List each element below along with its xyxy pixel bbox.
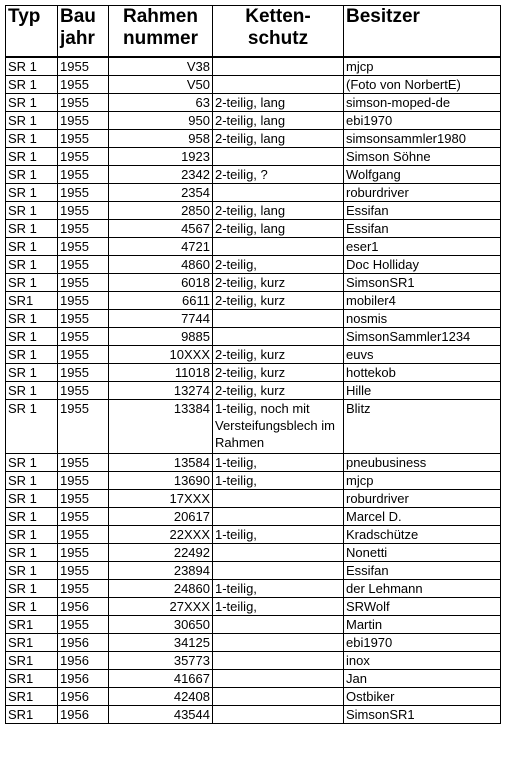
- cell-kettenschutz: [213, 544, 344, 562]
- cell-kettenschutz: 1-teilig,: [213, 526, 344, 544]
- cell-rahmennummer: 958: [109, 130, 213, 148]
- cell-rahmennummer: 23894: [109, 562, 213, 580]
- cell-rahmennummer: 7744: [109, 310, 213, 328]
- cell-baujahr: 1956: [58, 634, 109, 652]
- cell-kettenschutz: 1-teilig,: [213, 598, 344, 616]
- cell-typ: SR 1: [6, 130, 58, 148]
- cell-typ: SR 1: [6, 274, 58, 292]
- cell-rahmennummer: 22492: [109, 544, 213, 562]
- table-row: [6, 382, 501, 400]
- cell-besitzer: nosmis: [344, 310, 501, 328]
- cell-rahmennummer: 1923: [109, 148, 213, 166]
- cell-typ: SR 1: [6, 382, 58, 400]
- cell-typ: SR 1: [6, 76, 58, 94]
- cell-baujahr: 1955: [58, 256, 109, 274]
- cell-baujahr: 1955: [58, 508, 109, 526]
- table-row: [6, 94, 501, 112]
- cell-rahmennummer: 13384: [109, 400, 213, 454]
- cell-rahmennummer: 2850: [109, 202, 213, 220]
- table-header: [6, 6, 501, 58]
- header-typ: [6, 6, 58, 58]
- header-kettenschutz: [213, 6, 344, 58]
- table-row: [6, 346, 501, 364]
- table-row: [6, 76, 501, 94]
- header-rahmennummer: [109, 6, 213, 58]
- cell-rahmennummer: 42408: [109, 688, 213, 706]
- cell-rahmennummer: 24860: [109, 580, 213, 598]
- cell-kettenschutz: 2-teilig, kurz: [213, 292, 344, 310]
- cell-kettenschutz: [213, 238, 344, 256]
- cell-kettenschutz: [213, 670, 344, 688]
- cell-besitzer: SimsonSR1: [344, 274, 501, 292]
- cell-besitzer: Jan: [344, 670, 501, 688]
- cell-kettenschutz: [213, 706, 344, 724]
- cell-baujahr: 1955: [58, 94, 109, 112]
- cell-besitzer: simsonsammler1980: [344, 130, 501, 148]
- cell-besitzer: ebi1970: [344, 634, 501, 652]
- cell-typ: SR1: [6, 706, 58, 724]
- cell-typ: SR 1: [6, 472, 58, 490]
- table-row: [6, 562, 501, 580]
- header-row: [6, 6, 501, 58]
- header-kettenschutz-line1: Ketten-: [245, 6, 311, 27]
- cell-besitzer: Essifan: [344, 562, 501, 580]
- cell-rahmennummer: 63: [109, 94, 213, 112]
- cell-typ: SR 1: [6, 238, 58, 256]
- cell-kettenschutz: [213, 616, 344, 634]
- cell-typ: SR 1: [6, 346, 58, 364]
- cell-kettenschutz: [213, 652, 344, 670]
- cell-kettenschutz: 1-teilig,: [213, 472, 344, 490]
- register-table: [5, 5, 501, 724]
- cell-besitzer: Ostbiker: [344, 688, 501, 706]
- cell-kettenschutz: 1-teilig,: [213, 454, 344, 472]
- cell-besitzer: (Foto von NorbertE): [344, 76, 501, 94]
- cell-besitzer: Essifan: [344, 220, 501, 238]
- cell-typ: SR1: [6, 652, 58, 670]
- cell-besitzer: mobiler4: [344, 292, 501, 310]
- cell-baujahr: 1955: [58, 328, 109, 346]
- table-row: [6, 454, 501, 472]
- cell-baujahr: 1955: [58, 130, 109, 148]
- cell-typ: SR 1: [6, 454, 58, 472]
- cell-rahmennummer: 30650: [109, 616, 213, 634]
- cell-baujahr: 1955: [58, 472, 109, 490]
- cell-besitzer: mjcp: [344, 57, 501, 76]
- cell-typ: SR1: [6, 616, 58, 634]
- cell-rahmennummer: V50: [109, 76, 213, 94]
- cell-baujahr: 1955: [58, 364, 109, 382]
- table-row: [6, 148, 501, 166]
- cell-besitzer: Essifan: [344, 202, 501, 220]
- cell-typ: SR1: [6, 688, 58, 706]
- table-row: [6, 328, 501, 346]
- cell-baujahr: 1955: [58, 274, 109, 292]
- cell-typ: SR 1: [6, 57, 58, 76]
- cell-rahmennummer: 34125: [109, 634, 213, 652]
- table-row: [6, 184, 501, 202]
- header-rahmennummer-line2: nummer: [123, 28, 198, 49]
- cell-typ: SR 1: [6, 184, 58, 202]
- cell-rahmennummer: 2342: [109, 166, 213, 184]
- table-row: [6, 310, 501, 328]
- cell-typ: SR 1: [6, 94, 58, 112]
- table-row: [6, 616, 501, 634]
- cell-kettenschutz: [213, 148, 344, 166]
- cell-rahmennummer: 4721: [109, 238, 213, 256]
- cell-baujahr: 1956: [58, 670, 109, 688]
- cell-kettenschutz: 2-teilig, kurz: [213, 274, 344, 292]
- cell-rahmennummer: 950: [109, 112, 213, 130]
- cell-baujahr: 1956: [58, 598, 109, 616]
- cell-kettenschutz: [213, 76, 344, 94]
- cell-rahmennummer: 20617: [109, 508, 213, 526]
- cell-baujahr: 1955: [58, 76, 109, 94]
- cell-besitzer: inox: [344, 652, 501, 670]
- table-row: [6, 202, 501, 220]
- cell-kettenschutz: [213, 562, 344, 580]
- cell-besitzer: Marcel D.: [344, 508, 501, 526]
- cell-kettenschutz: 2-teilig, lang: [213, 112, 344, 130]
- cell-kettenschutz: 2-teilig, kurz: [213, 364, 344, 382]
- cell-typ: SR 1: [6, 526, 58, 544]
- table-row: [6, 256, 501, 274]
- cell-baujahr: 1955: [58, 148, 109, 166]
- cell-besitzer: der Lehmann: [344, 580, 501, 598]
- cell-typ: SR 1: [6, 580, 58, 598]
- table-row: [6, 652, 501, 670]
- cell-rahmennummer: 4567: [109, 220, 213, 238]
- table-row: [6, 274, 501, 292]
- header-baujahr: [58, 6, 109, 58]
- header-kettenschutz-line2: schutz: [247, 28, 309, 49]
- table-row: [6, 598, 501, 616]
- cell-baujahr: 1955: [58, 57, 109, 76]
- cell-rahmennummer: 22XXX: [109, 526, 213, 544]
- cell-besitzer: Blitz: [344, 400, 501, 454]
- table-row: [6, 706, 501, 724]
- cell-baujahr: 1955: [58, 400, 109, 454]
- table-row: [6, 130, 501, 148]
- cell-typ: SR 1: [6, 508, 58, 526]
- cell-baujahr: 1955: [58, 544, 109, 562]
- cell-besitzer: roburdriver: [344, 184, 501, 202]
- cell-baujahr: 1955: [58, 238, 109, 256]
- cell-typ: SR1: [6, 670, 58, 688]
- table-row: [6, 364, 501, 382]
- cell-typ: SR 1: [6, 364, 58, 382]
- cell-besitzer: Doc Holliday: [344, 256, 501, 274]
- cell-baujahr: 1955: [58, 382, 109, 400]
- cell-kettenschutz: [213, 310, 344, 328]
- table-row: [6, 112, 501, 130]
- table-row: [6, 400, 501, 454]
- cell-baujahr: 1955: [58, 346, 109, 364]
- cell-baujahr: 1956: [58, 688, 109, 706]
- cell-typ: SR 1: [6, 544, 58, 562]
- cell-rahmennummer: 27XXX: [109, 598, 213, 616]
- cell-typ: SR 1: [6, 202, 58, 220]
- cell-kettenschutz: 2-teilig, kurz: [213, 382, 344, 400]
- table-row: [6, 634, 501, 652]
- table-row: [6, 544, 501, 562]
- cell-baujahr: 1955: [58, 454, 109, 472]
- cell-typ: SR 1: [6, 166, 58, 184]
- cell-rahmennummer: 2354: [109, 184, 213, 202]
- table-row: [6, 238, 501, 256]
- cell-besitzer: Nonetti: [344, 544, 501, 562]
- cell-besitzer: mjcp: [344, 472, 501, 490]
- cell-kettenschutz: [213, 688, 344, 706]
- cell-typ: SR 1: [6, 220, 58, 238]
- cell-typ: SR 1: [6, 310, 58, 328]
- cell-typ: SR1: [6, 292, 58, 310]
- cell-besitzer: euvs: [344, 346, 501, 364]
- cell-rahmennummer: 35773: [109, 652, 213, 670]
- table-row: [6, 580, 501, 598]
- table-row: [6, 670, 501, 688]
- cell-besitzer: ebi1970: [344, 112, 501, 130]
- cell-besitzer: Martin: [344, 616, 501, 634]
- cell-kettenschutz: 1-teilig, noch mit Versteifungsblech im Rahmen: [213, 400, 344, 454]
- cell-rahmennummer: 6611: [109, 292, 213, 310]
- cell-baujahr: 1955: [58, 220, 109, 238]
- cell-kettenschutz: 2-teilig, lang: [213, 202, 344, 220]
- cell-rahmennummer: 41667: [109, 670, 213, 688]
- cell-rahmennummer: 43544: [109, 706, 213, 724]
- cell-baujahr: 1955: [58, 562, 109, 580]
- cell-kettenschutz: 2-teilig, ?: [213, 166, 344, 184]
- cell-typ: SR 1: [6, 112, 58, 130]
- cell-typ: SR 1: [6, 328, 58, 346]
- cell-typ: SR 1: [6, 400, 58, 454]
- cell-rahmennummer: 13690: [109, 472, 213, 490]
- header-besitzer-label: Besitzer: [346, 6, 420, 27]
- cell-rahmennummer: 11018: [109, 364, 213, 382]
- cell-besitzer: SimsonSammler1234: [344, 328, 501, 346]
- cell-typ: SR 1: [6, 598, 58, 616]
- cell-baujahr: 1955: [58, 526, 109, 544]
- cell-kettenschutz: 2-teilig,: [213, 256, 344, 274]
- cell-kettenschutz: [213, 328, 344, 346]
- cell-kettenschutz: [213, 490, 344, 508]
- cell-kettenschutz: 2-teilig, kurz: [213, 346, 344, 364]
- cell-besitzer: Hille: [344, 382, 501, 400]
- header-besitzer: [344, 6, 501, 58]
- cell-baujahr: 1955: [58, 184, 109, 202]
- cell-besitzer: Kradschütze: [344, 526, 501, 544]
- cell-baujahr: 1955: [58, 292, 109, 310]
- cell-besitzer: SimsonSR1: [344, 706, 501, 724]
- cell-baujahr: 1955: [58, 310, 109, 328]
- table-row: [6, 166, 501, 184]
- cell-besitzer: hottekob: [344, 364, 501, 382]
- cell-baujahr: 1956: [58, 706, 109, 724]
- cell-kettenschutz: 2-teilig, lang: [213, 220, 344, 238]
- cell-kettenschutz: [213, 508, 344, 526]
- cell-kettenschutz: 2-teilig, lang: [213, 130, 344, 148]
- table-row: [6, 526, 501, 544]
- header-typ-label: Typ: [8, 6, 41, 27]
- table-row: [6, 292, 501, 310]
- header-baujahr-line2: jahr: [60, 28, 95, 49]
- cell-typ: SR 1: [6, 562, 58, 580]
- table-row: [6, 472, 501, 490]
- cell-besitzer: Wolfgang: [344, 166, 501, 184]
- header-rahmennummer-line1: Rahmen: [123, 6, 198, 27]
- cell-besitzer: SRWolf: [344, 598, 501, 616]
- table-row: [6, 57, 501, 76]
- cell-besitzer: pneubusiness: [344, 454, 501, 472]
- table-row: [6, 508, 501, 526]
- cell-baujahr: 1956: [58, 652, 109, 670]
- table-body: [6, 57, 501, 724]
- cell-rahmennummer: 9885: [109, 328, 213, 346]
- cell-typ: SR 1: [6, 490, 58, 508]
- cell-besitzer: Simson Söhne: [344, 148, 501, 166]
- cell-typ: SR1: [6, 634, 58, 652]
- cell-typ: SR 1: [6, 256, 58, 274]
- cell-besitzer: roburdriver: [344, 490, 501, 508]
- cell-baujahr: 1955: [58, 616, 109, 634]
- cell-baujahr: 1955: [58, 112, 109, 130]
- cell-baujahr: 1955: [58, 490, 109, 508]
- table-row: [6, 220, 501, 238]
- cell-kettenschutz: 1-teilig,: [213, 580, 344, 598]
- table-row: [6, 490, 501, 508]
- cell-rahmennummer: 4860: [109, 256, 213, 274]
- cell-besitzer: simson-moped-de: [344, 94, 501, 112]
- cell-rahmennummer: 13274: [109, 382, 213, 400]
- cell-baujahr: 1955: [58, 166, 109, 184]
- cell-besitzer: eser1: [344, 238, 501, 256]
- cell-kettenschutz: [213, 184, 344, 202]
- cell-kettenschutz: [213, 634, 344, 652]
- cell-rahmennummer: 6018: [109, 274, 213, 292]
- cell-rahmennummer: 17XXX: [109, 490, 213, 508]
- cell-rahmennummer: 10XXX: [109, 346, 213, 364]
- cell-rahmennummer: V38: [109, 57, 213, 76]
- cell-baujahr: 1955: [58, 580, 109, 598]
- cell-baujahr: 1955: [58, 202, 109, 220]
- table-row: [6, 688, 501, 706]
- cell-kettenschutz: [213, 57, 344, 76]
- cell-rahmennummer: 13584: [109, 454, 213, 472]
- cell-kettenschutz: 2-teilig, lang: [213, 94, 344, 112]
- header-baujahr-line1: Bau: [60, 6, 96, 27]
- cell-typ: SR 1: [6, 148, 58, 166]
